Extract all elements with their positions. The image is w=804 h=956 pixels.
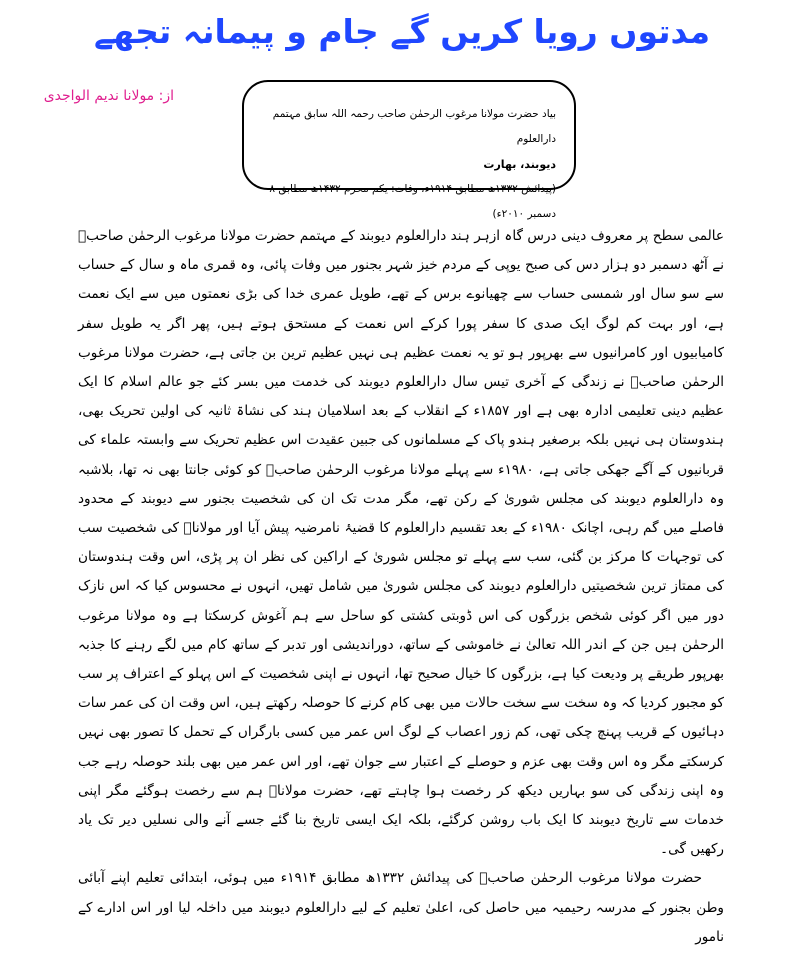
article-paragraph: حضرت مولانا مرغوب الرحمٰن صاحبؒ کی پیدائش ۱۳۳۲ھ مطابق ۱۹۱۴ء میں ہوئی، ابتدائی تعلیم اپنے آبائی وطن بجنور کے مدرسہ رحیمیہ میں حاصل کی، اعلیٰ تعلیم کے لیے دارالعلوم دیوبند میں داخلہ لیا اور اس ادارے کے نامور [78,870,724,945]
author-byline: از: مولانا ندیم الواجدی [43,88,174,104]
article-paragraph: عالمی سطح پر معروف دینی درس گاہ ازہر ہند دارالعلوم دیوبند کے مہتمم حضرت مولانا مرغوب الرحمٰن صاحبؒ نے آٹھ دسمبر دو ہزار دس کی صبح یوپی کے مردم خیز شہر بجنور میں وفات پائی، وہ قمری ماہ و سال کے حساب سے سو سال اور شمسی حساب سے چھیانوے برس کے تھے، طویل عمری خدا کی بڑی نعمتوں میں سے ایک نعمت ہے، اور بہت کم لوگ ایک صدی کا سفر پورا کرکے اس نعمت کے مستحق ہوتے ہیں، پھر اگر یہ طویل سفر کامیابیوں اور کامرانیوں سے بھرپور ہو تو یہ نعمت عظیم ہی نہیں عظیم ترین بن جاتی ہے، حضرت مولانا مرغوب الرحمٰن صاحبؒ نے زندگی کے آخری تیس سال دارالعلوم دیوبند کی خدمت میں بسر کئے جو عالم اسلام کا ایک عظیم دینی تعلیمی ادارہ بھی ہے اور ۱۸۵۷ء کے انقلاب کے بعد اسلامیان ہند کی نشاۃ ثانیہ کی اولین تحریک بھی، ہندوستان ہی نہیں بلکہ برصغیر ہندو پاک کے مسلمانوں کی جبین عقیدت اس عظیم تحریک سے وابستہ علماء کی قربانیوں کے آگے جھکی جاتی ہے، ۱۹۸۰ء سے پہلے مولانا مرغوب الرحمٰن صاحبؒ کو کوئی جانتا بھی نہ تھا، بلاشبہ وہ دارالعلوم دیوبند کی مجلس شوریٰ کے رکن تھے، مگر مدت تک ان کی شخصیت بجنور سے دیوبند کے محدود فاصلے میں گم رہی، اچانک ۱۹۸۰ء کے بعد تقسیم دارالعلوم کا قضیۂ نامرضیہ پیش آیا اور مولاناؒ کی شخصیت سب کی توجہات کا مرکز بن گئی، سب سے پہلے تو مجلس شوریٰ کے اراکین کی نظر ان پر پڑی، اس وقت ہندوستان کی ممتاز ترین شخصیتیں دارالعلوم دیوبند کی مجلس شوریٰ میں شامل تھیں، انہوں نے محسوس کیا کہ اس نازک دور میں اگر کوئی شخص بزرگوں کی اس ڈوبتی کشتی کو ساحل سے ہم آغوش کرسکتا ہے وہ مولانا مرغوب الرحمٰن ہیں جن کے اندر اللہ تعالیٰ نے خاموشی کے ساتھ، دوراندیشی اور تدبر کے ساتھ کام میں لگے رہنے کا جذبہ بھرپور طریقے پر ودیعت کیا ہے، بزرگوں کا خیال صحیح تھا، انہوں نے اپنی شخصیت کے اس پہلو کے اعتراف پر سب کو مجبور کردیا کہ وہ سخت سے سخت حالات میں بھی کام کرنے کا حوصلہ رکھتے ہیں، اس وقت ان کی عمر سات دہائیوں کے قریب پہنچ چکی تھی، کم زور اعصاب کے لوگ اس عمر میں کسی بارگراں کے تحمل کا تصور بھی نہیں کرسکتے مگر وہ اس وقت بھی عزم و حوصلے کے اعتبار سے جوان تھے، اور اس عمر میں بھی بلند حوصلہ رہے جب وہ اپنی زندگی کی سو بہاریں دیکھ کر رخصت ہوا چاہتے تھے، حضرت مولاناؒ ہم سے رخصت ہوگئے مگر اپنی خدمات سے تاریخ دیوبند کا ایک باب روشن کرگئے، بلکہ ایک ایسی تاریخ بنا گئے جسے آنے والی نسلیں دیر تک یاد رکھیں گی۔ [78,228,725,858]
article-body [78,222,724,952]
page-title: مدتوں رویا کریں گے جام و پیمانہ تجھے [93,12,711,51]
memorial-dates: (پیدائش ۱۳۳۲ھ مطابق ۱۹۱۴ء، وفات: یکم محرم ۱۴۳۲ھ مطابق ۸ دسمبر ۲۰۱۰ء) [269,183,556,220]
memorial-dedication: بیاد حضرت مولانا مرغوب الرحمٰن صاحب رحمہ اللہ سابق مہتمم دارالعلوم [272,108,556,145]
memorial-location: دیوبند، بھارت [483,158,556,171]
memorial-box [242,80,576,220]
